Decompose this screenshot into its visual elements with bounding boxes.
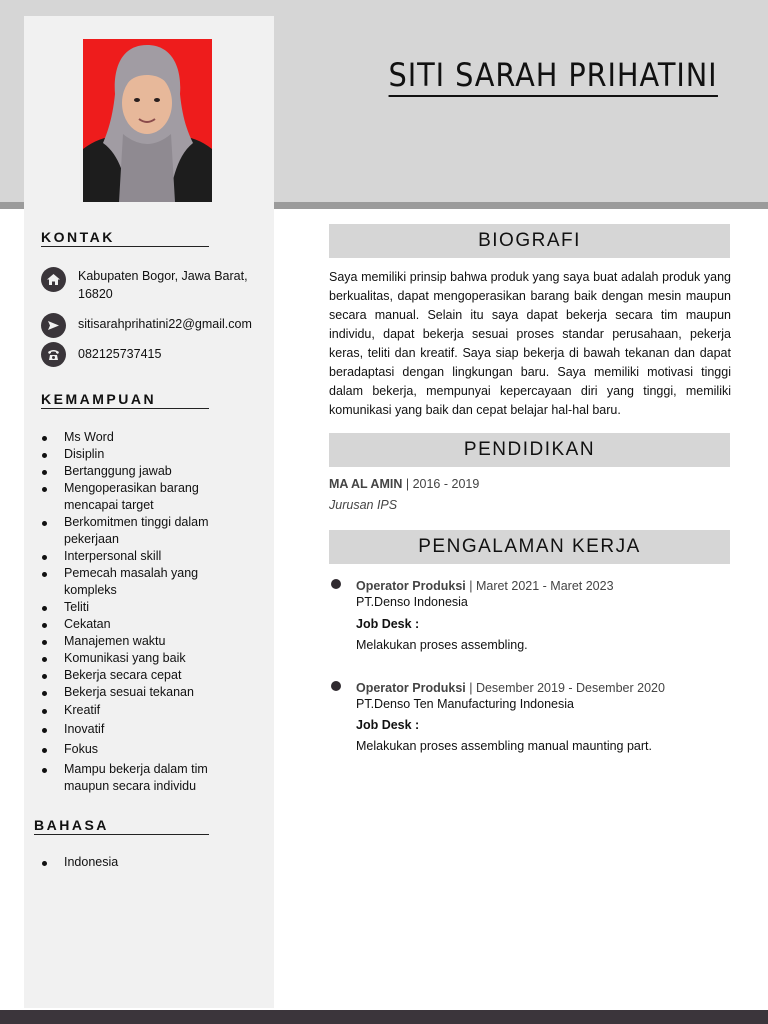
job-title: Operator Produksi — [356, 681, 466, 695]
timeline-dot — [331, 681, 341, 691]
language-list — [40, 854, 230, 871]
biography-heading: BIOGRAFI — [329, 224, 730, 258]
skill-item: Bekerja secara cepat — [40, 667, 230, 684]
address-line-1: Kabupaten Bogor, Jawa Barat, — [78, 269, 248, 283]
skill-item: Cekatan — [40, 616, 230, 633]
skills-heading: KEMAMPUAN — [41, 391, 209, 409]
job-desk-text: Melakukan proses assembling manual maunting part. — [356, 739, 652, 753]
education-heading: PENDIDIKAN — [329, 433, 730, 467]
skill-item: Bekerja sesuai tekanan — [40, 684, 230, 701]
skill-item: Manajemen waktu — [40, 633, 230, 650]
skill-item: Inovatif — [40, 721, 230, 738]
profile-photo-illustration — [83, 39, 212, 202]
skill-item: Teliti — [40, 599, 230, 616]
skill-item: Mampu bekerja dalam tim maupun secara individu — [40, 761, 230, 795]
job-desk-label: Job Desk : — [356, 718, 420, 732]
timeline-dot — [331, 579, 341, 589]
skill-item: Ms Word — [40, 429, 230, 446]
job-desk-text: Melakukan proses assembling. — [356, 638, 528, 652]
job-title-line — [356, 578, 614, 594]
job-desk-label: Job Desk : — [356, 617, 420, 631]
language-heading: BAHASA — [34, 817, 209, 835]
job-company: PT.Denso Ten Manufacturing Indonesia — [356, 697, 574, 711]
send-icon — [41, 313, 66, 338]
education-major: Jurusan IPS — [329, 498, 398, 512]
home-icon — [41, 267, 66, 292]
email-text[interactable]: sitisarahprihatini22@gmail.com — [78, 317, 252, 331]
skill-item: Disiplin — [40, 446, 230, 463]
contact-heading: KONTAK — [41, 229, 209, 247]
education-period: | 2016 - 2019 — [405, 477, 480, 491]
profile-photo — [83, 39, 212, 202]
phone-text: 082125737415 — [78, 347, 162, 361]
skill-item: Bertanggung jawab — [40, 463, 230, 480]
experience-heading: PENGALAMAN KERJA — [329, 530, 730, 564]
address-line-2: 16820 — [78, 287, 113, 301]
candidate-name: SITI SARAH PRIHATINI — [389, 56, 718, 97]
phone-icon — [41, 342, 66, 367]
language-item: Indonesia — [40, 854, 230, 871]
job-period: | Desember 2019 - Desember 2020 — [469, 681, 665, 695]
skill-item: Kreatif — [40, 702, 230, 719]
skill-item: Komunikasi yang baik — [40, 650, 230, 667]
job-period: | Maret 2021 - Maret 2023 — [469, 579, 614, 593]
skill-item: Mengoperasikan barang mencapai target — [40, 480, 230, 514]
job-title: Operator Produksi — [356, 579, 466, 593]
biography-text: Saya memiliki prinsip bahwa produk yang saya buat adalah produk yang berkualitas, dapat mengoperasikan barang baik dengan mesin maupun secara manual. Selain itu saya dapat bekerja secara tim maupun individu, dapat bekerja sesuai proses standar perusahaan, pekerja keras, teliti dan kreatif. Saya siap bekerja di bawah tekanan dan dapat beradaptasi dengan lingkungan baru. Saya memiliki motivasi tinggi dalam bekerja, mempunyai kepercayaan diri yang tinggi, memiliki komunikasi yang baik dan cepat belajar hal-hal baru. — [329, 270, 731, 417]
skill-item: Interpersonal skill — [40, 548, 230, 565]
footer-bar — [0, 1010, 768, 1024]
skill-item: Berkomitmen tinggi dalam pekerjaan — [40, 514, 230, 548]
skill-item: Pemecah masalah yang kompleks — [40, 565, 230, 599]
job-company: PT.Denso Indonesia — [356, 595, 468, 609]
skill-item: Fokus — [40, 741, 230, 758]
job-title-line — [356, 680, 665, 696]
education-school: MA AL AMIN — [329, 477, 403, 491]
education-entry — [329, 476, 479, 492]
skills-list — [40, 429, 230, 795]
